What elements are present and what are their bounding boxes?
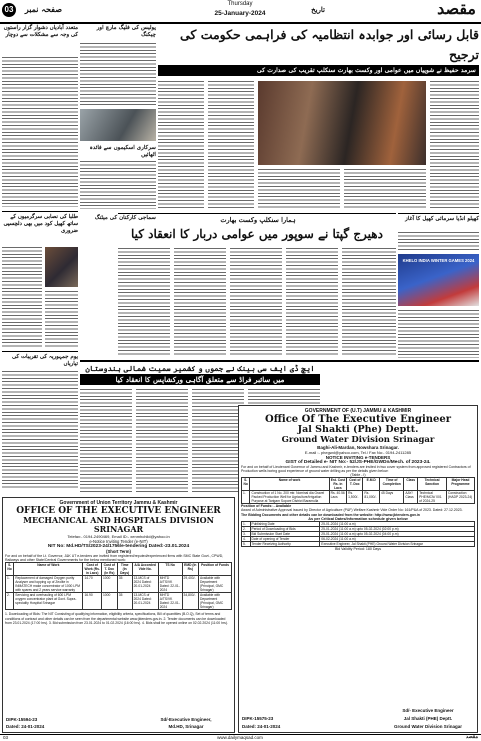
jal-dates-table [241,521,475,547]
mh-td: 1000 [101,576,117,593]
second-story-headline: دھیرج گپتا نے سوپور میں عوامی دربار کا انعقاد کیا [131,227,383,241]
masthead-date: 25-January-2024 [214,10,266,17]
masthead-weekday: Thursday [227,1,253,7]
wide-banner [80,360,479,388]
table-row [242,541,475,546]
date-label: تاریخ [311,5,325,14]
jal-td: 4. [242,536,251,541]
jal-td: Construction of 1 No. 200 mtr. Nominal dia Gravel Packed Production Well for Agriculture/Irrigation Purpose at Tarigam Sopore District Baramulla [250,491,329,504]
jal-td: Executive Engineer, Jal Shakti (PHE) Ground Water Division Srinagar [320,541,475,546]
left-photo [45,247,78,287]
mh-th: Time (In Days) [117,563,132,576]
jal-address: Baghi-Ali-Mardan, Nowshara Srinagar. [317,445,399,450]
left-article-text-3 [45,291,78,347]
jal-validity: Bid Validity Period: 180 Days [334,546,382,551]
mh-td: Servicing and overhauling of 600 LPM oxygen concentrator plant at Govt. Supra-speciality Hospital Srinagar [14,593,83,610]
left-headline-2: طلبا کی نصابی سرگرمیوں کے ساتھ کھیل کود میں بھی دلچسپی ضروری [2,211,78,235]
jal-th: Class [404,478,418,491]
mh-dipk: DIPK-15594-23 [6,717,38,722]
mh-th: Cost of Work (Rs. in Lacs) [84,563,100,576]
top-story-text-5 [430,81,479,209]
mh-tender-table [5,562,232,610]
jal-td: Technical PHE/MCN/ 001 of 2024-25 [418,491,447,504]
jal-sign-1: Sd/- Executive Engineer [402,708,454,713]
table-row [6,593,232,610]
jal-title-3: Ground Water Division Srinagar [281,435,435,445]
top-story-text-3 [258,169,340,209]
jal-td: Construction (HADP 2023-24) [446,491,474,504]
winter-games-banner: KHELO INDIA WINTER GAMES 2024 [402,258,475,263]
mh-sign-2: Md.HD, Srinagar [168,724,204,729]
jal-td: Date of opening of Tender [250,536,320,541]
mid-article-text-1 [80,43,156,105]
top-story-text-1 [158,81,204,209]
left-headline-3: یوم جمہوریہ کی تقریبات کی تیاریاں [2,351,78,368]
jal-dipk: DIPK-15575-23 [242,716,274,721]
mh-td: 13-MCS of 2024 Dated: 20-01-2024 [132,576,158,593]
mid-headline-3: سماجی کارکنان کی میٹنگ [94,215,156,221]
mh-td: 1. [6,576,14,593]
mh-th: Name of Work [14,563,83,576]
jal-notice: NOTICE INVITING e-TENDERS [325,455,391,460]
wide-banner-line-1: ایچ ڈی ایف سی بینک نے جموں و کشمیر سمیت شمالی ہندوستان [85,364,315,373]
jal-td: 1. [242,521,251,526]
wide-banner-text-2 [136,389,188,493]
jal-td: 1. [242,491,250,504]
second-story [118,213,396,359]
left-article-text-1 [2,57,78,207]
mh-td: MHTD A/TS/VK Dated: 22-01-2024 [158,593,182,610]
jal-sign-2: Jal Shakti (PHE) Deptt. [403,716,453,721]
wide-banner-text-1 [80,389,132,493]
jal-tender-table [241,477,475,504]
top-story-subhead: سرمد حفیظ نے شوپیاں میں عوامی اور وکست بھارت سنکلپ تقریب کی صدارت کی [158,65,479,76]
jal-td: 25-01-2024 (11:00 a.m) upto 05-02-2024 (02:00 p.m) [320,526,475,531]
masthead [0,0,481,24]
right-story [398,213,479,359]
right-story-text [398,232,479,252]
jal-th: Time of Completion [380,478,404,491]
jal-td: 06-02-2024 (11:00 a.m) [320,536,475,541]
jal-intro: For and on behalf of Lieutenant Governor of Jammu and Kashmir, e-tenders are invited in two cover system from approved registered Contractors of Production wells boring good experience of ground water drilling as per the details given below: [241,465,471,474]
mh-city: SRINAGAR [93,524,144,534]
jal-td: Bid Submission Start Date [250,531,320,536]
top-story-text-2 [208,81,254,209]
mh-td: 14.70 [83,576,101,593]
jal-nit: GIST of Detailed e- NIT No:- 52/JS-PHE/GWDn/Mech. of 2023-24. [285,460,431,465]
jal-contact: E-mail :- phegwd@yahoo.com, Tel./ Fax No:- 0194-2411285 [304,450,412,455]
jal-td: Period of Downloading of Bids [250,526,320,531]
mh-td: 1000 [101,593,117,610]
second-story-text-3 [230,248,282,356]
jal-th: Major Head Programme [446,478,474,491]
page-number-badge: 03 [2,3,16,17]
right-story-headline: کھیلو انڈیا سرمائی کھیل کا آغاز [405,216,479,222]
second-story-text-5 [342,248,396,356]
jal-dates-title: As per Critical Dates/Information schedule given below [308,516,408,521]
jal-table-title: (Table - I) [350,473,366,478]
jal-td: 5. [242,541,251,546]
jal-th: Est. Cost Rs. in Lacs [330,478,346,491]
mh-intro: For and on behalf of the Lt. Governor, J&K UT e-tenders are invited from registered/reputed/experienced firms with SMC State Govt., CPWD, Railways and other State/Central Governments for the below mentioned work: [5,554,224,563]
jal-sign-3: Ground Water Division Srinagar [393,724,463,729]
second-story-text-4 [286,248,338,356]
mh-th: A/A Accorded Vide No. [132,563,158,576]
jal-td: 3. [242,531,251,536]
jal-th: Name of work [250,478,329,491]
jal-dated: Dated: 24-01-2024 [242,724,281,729]
top-story-text-4 [344,169,426,209]
mh-td: 13-MCS of 2024 Dated: 20-01-2024 [132,593,158,610]
left-headline-1: متعدد آبادیاں دشوار گزار راستوں کی وجہ سے مشکلات سے دوچار [3,25,78,38]
right-story-text-2 [398,310,479,358]
mh-th: Position of Funds [199,563,232,576]
mh-subtitle: e-Notice Inviting Tender (e-NIT) [89,539,148,544]
footer-logo: مقصد [465,734,478,740]
mh-td: Available with Department (Principal, GMC Srinagar) [199,593,232,610]
mh-contact: Telefax:- 0194-2490469, Email ID:- xenmhchild@yahoo.in [67,534,170,539]
table-row [6,576,232,593]
top-story-headline: قابل رسائی اور جوابدہ انتظامیہ کی فراہمی حکومت کی ترجیح [179,27,479,62]
jal-td: Rs. 1,500/- [347,491,363,504]
jal-position: Position of Funds: - Available [241,504,292,509]
jal-th: E.M.D [363,478,380,491]
mh-th: EMD (In Rs) [182,563,198,576]
mid-headline-2: سرکاری اسکیموں سے فائدہ اٹھائیں [89,145,156,158]
jal-td: 2. [242,526,251,531]
mh-sign-1: Sd/-Executive Engineer, [160,717,212,722]
second-story-text-2 [174,248,226,356]
jal-td: 45 Days [380,491,404,504]
mid-article-text-2 [80,161,156,209]
mh-th: Cost of T. Doc (In Rs) [101,563,117,576]
second-story-text-1 [118,248,170,356]
ad-mechanical-hospitals [2,497,235,733]
jal-td: 25-01-2024 (11:00 a.m) upto 05-02-2024 (04:00 p.m) [320,531,475,536]
mh-title-1: OFFICE OF THE EXECUTIVE ENGINEER [16,506,221,516]
wide-banner-line-2: میں سائبر فراڈ سے متعلق آگاہی ورکشاپس کا انعقاد کیا [80,374,320,385]
masthead-logo: مقصد [437,0,476,18]
left-column [2,25,78,495]
mh-td: Replacement of damaged Oxygen purity Analyser and topping up of Zeolite in INMATECH make concentrator of 1000 LPM with spares and 2 years service warranty [14,576,83,593]
jal-adm: Award of Administrative Approval issued by Director of Agriculture (P&F) Welfare Kashmir Vide Order No: 161/P&A of 2023. Dated: 27.12.2023. [241,508,463,513]
mh-td: MHTD A/TS/VK Dated: 22-01-2024 [158,576,182,593]
mh-td: 34,800/- [182,593,198,610]
jal-th: Technical Sanction [418,478,447,491]
mh-th: TS No [158,563,182,576]
jal-gov: GOVERNMENT OF (U.T) JAMMU & KASHMIR [304,408,412,414]
left-article-text-4 [2,371,78,489]
left-article-text-2 [2,247,42,347]
jal-th: Cost of T. Doc [347,478,363,491]
jal-td: Tender Receiving Authority [250,541,320,546]
footer-website: www.dailymaqsad.com [217,735,263,740]
top-story [158,25,479,210]
wide-banner-text-3 [192,389,244,493]
mh-td: 35 [117,593,132,610]
top-story-photo [258,81,426,165]
jal-td: 25-01-2024 (11:00 a.m) [320,521,475,526]
mid-headline-1: پولیس کی فلیگ مارچ اور چیکنگ [96,25,156,38]
jal-title-2: Jal Shakti (Phe) Deptt. [297,424,419,435]
jal-td: Rs. 40.56 Lacs [329,491,347,504]
mh-nit: NIT No: Md.HD/TS/2023-24/1756/e-tendering Dated:-23.01.2024 [47,544,190,549]
jal-bidding: The Bidding Documents and other details can be downloaded from the website: http://www.jktenders.gov.in [241,512,420,517]
mh-short-term: (Short Term) [106,549,131,554]
page-label: صفحہ نمبر [24,4,62,14]
mh-td: 16.90 [83,593,101,610]
jal-td: Rs. 81,000/- [363,491,380,504]
jal-title-1: Office Of The Executive Engineer [264,414,452,425]
table-row [242,491,475,504]
mh-td: 2. [6,593,14,610]
right-story-photo [398,254,479,306]
mh-td: 35 [117,576,132,593]
jal-td: Publishing Date [250,521,320,526]
mh-td: 29,400/- [182,576,198,593]
jal-td: AAY/ Class [404,491,418,504]
mid-photo [80,109,156,141]
mh-title-2: MECHANICAL AND HOSPITALS DIVISION [23,515,214,525]
ad-jal-shakti [238,405,478,733]
jal-th: S. No [242,478,250,491]
mh-notes: 1. Downloading of Bids: The NIT Consisting of qualifying information, eligibility criteria, specifications, Bill of quantities (B.O.Q), Set of terms and conditions of contract and other details can be seen from the departmental website www.jktenders.gov.in. 2. Tender documents can be downloaded from 23.01.2024 (17:00 hrs). 3. Bid submission from 23.01.2024 to 01.02.2024 (16:00 hrs). 4. Bids shall be opened online on 02.02.2024 (11:00 hrs). [5,612,228,625]
mh-gov: Government of Union Territory Jammu & Kashmir [59,500,178,506]
footer-page-number: 03 [3,735,9,740]
second-story-kicker: ہمارا سنکلپ وکست بھارت [220,216,296,224]
middle-left-column [80,25,156,210]
mh-th: S. No [6,563,14,576]
mh-td: Available with Department (Principal, GMC Srinagar) [199,576,232,593]
mh-dated: Dated: 24-01-2024 [6,724,45,729]
